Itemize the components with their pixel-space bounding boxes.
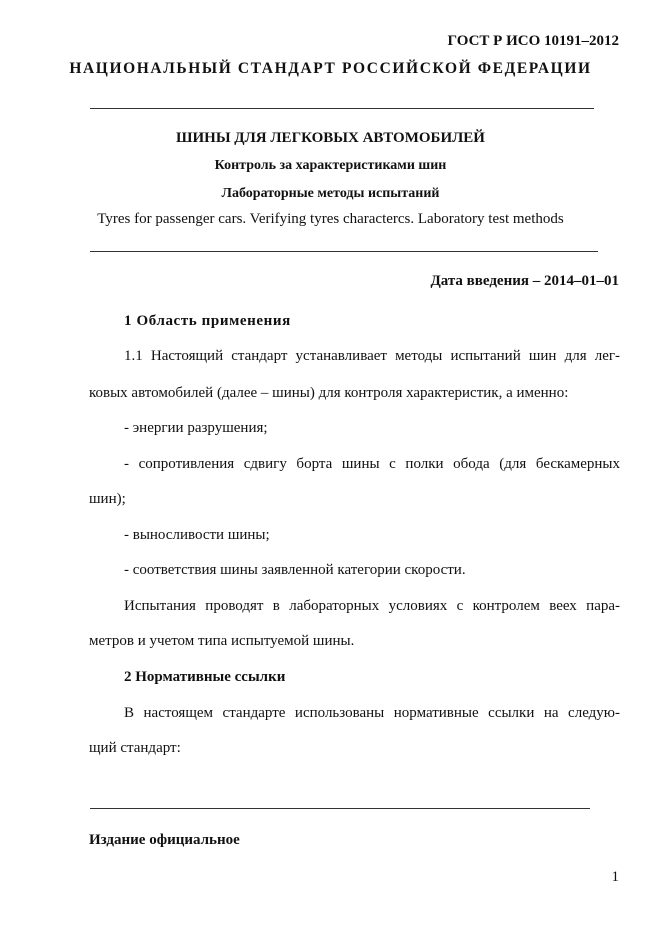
header-divider: [90, 108, 594, 109]
list-item-fracture-energy: - энергии разрушения;: [124, 420, 268, 436]
list-item-bead-resistance-line-1: - сопротивления сдвигу борта шины с полки обода (для бескамерных: [124, 456, 620, 472]
page-number: 1: [611, 869, 619, 885]
section-2-paragraph-line-1: В настоящем стандарте использованы нормативные ссылки на следую-: [124, 705, 620, 721]
section-1-testing-line-2: метров и учетом типа испытуемой шины.: [89, 633, 355, 649]
section-2-heading: 2 Нормативные ссылки: [124, 669, 286, 685]
official-edition-label: Издание официальное: [89, 832, 240, 848]
section-1-paragraph-line-2: ковых автомобилей (далее – шины) для контроля характеристик, а именно:: [89, 385, 569, 401]
national-standard-title: НАЦИОНАЛЬНЫЙ СТАНДАРТ РОССИЙСКОЙ ФЕДЕРАЦИИ: [69, 60, 592, 77]
document-subtitle-2: Лабораторные методы испытаний: [221, 186, 440, 201]
section-1-paragraph-line-1: 1.1 Настоящий стандарт устанавливает методы испытаний шин для лег-: [124, 348, 620, 364]
english-title: Tyres for passenger cars. Verifying tyres charactercs. Laboratory test methods: [97, 211, 564, 227]
section-1-testing-line-1: Испытания проводят в лабораторных условиях с контролем веех пара-: [124, 598, 620, 614]
title-divider: [90, 251, 598, 252]
section-1-heading: 1 Область применения: [124, 313, 291, 329]
document-subtitle-1: Контроль за характеристиками шин: [214, 158, 447, 173]
list-item-bead-resistance-line-2: шин);: [89, 491, 126, 507]
introduction-date: Дата введения – 2014–01–01: [430, 273, 619, 289]
list-item-endurance: - выносливости шины;: [124, 527, 270, 543]
standard-number: ГОСТ Р ИСО 10191–2012: [447, 33, 619, 49]
list-item-speed-category: - соответствия шины заявленной категории скорости.: [124, 562, 466, 578]
section-2-paragraph-line-2: щий стандарт:: [89, 740, 181, 756]
document-title: ШИНЫ ДЛЯ ЛЕГКОВЫХ АВТОМОБИЛЕЙ: [176, 130, 485, 146]
footer-divider: [90, 808, 590, 809]
